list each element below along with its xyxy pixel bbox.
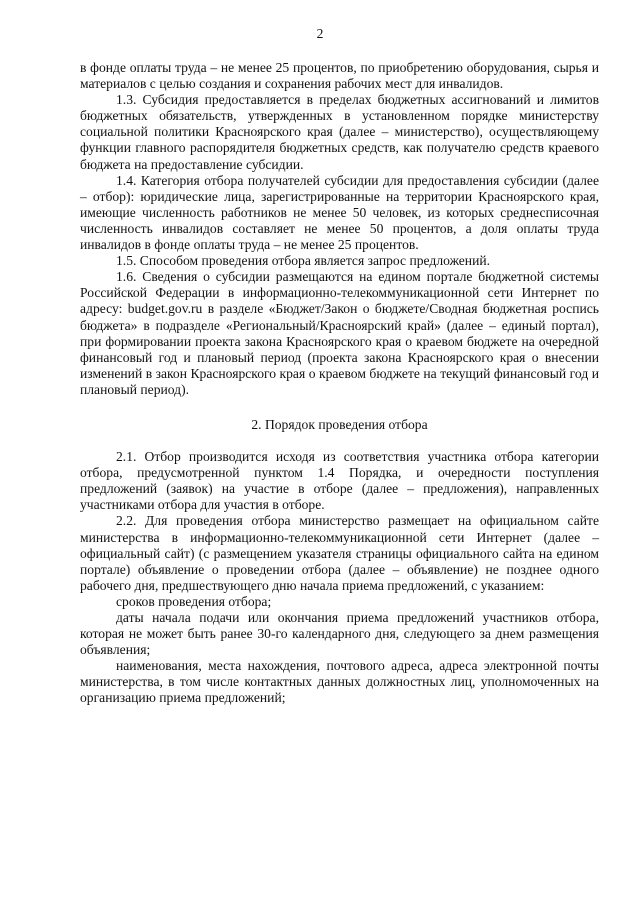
paragraph-continuation: в фонде оплаты труда – не менее 25 процентов, по приобретению оборудования, сырья и материалов с целью создания и сохранения рабочих мест для инвалидов. <box>80 60 599 92</box>
paragraph-1-5: 1.5. Способом проведения отбора является запрос предложений. <box>116 253 491 269</box>
list-item-deadlines: сроков проведения отбора; <box>116 593 272 609</box>
paragraph-1-6: 1.6. Сведения о субсидии размещаются на едином портале бюджетной системы Российской Федерации в информационно-телекоммуникационной сети Интернет по адресу: budget.gov.ru в разделе «Бюджет/Закон о бюджете/Сводная бюджетная роспись бюджета» в подразделе «Региональный/Красноярский край» (далее – единый портал), при формировании проекта закона Красноярского края о краевом бюджете на очередной финансовый год и плановый период (проекта закона Красноярского края о внесении изменений в закон Красноярского края о краевом бюджете на текущий финансовый год и плановый период). <box>80 269 599 397</box>
paragraph-1-4: 1.4. Категория отбора получателей субсидии для предоставления субсидии (далее – отбор): юридические лица, зарегистрированные на территории Красноярского края, имеющие численность работников не менее 50 человек, из которых среднесписочная численность инвалидов составляет не менее 50 процентов, а доля оплаты труда инвалидов в фонде оплаты труда – не менее 25 процентов. <box>80 172 599 253</box>
list-item-contacts: наименования, места нахождения, почтового адреса, адреса электронной почты министерства, в том числе контактных данных должностных лиц, уполномоченных на организацию приема предложений; <box>80 658 599 706</box>
page-number: 2 <box>316 26 324 41</box>
paragraph-2-2: 2.2. Для проведения отбора министерство размещает на официальном сайте министерства в информационно-телекоммуникационной сети Интернет (далее – официальный сайт) (с размещением указателя страницы официального сайта на едином портале) объявление о проведении отбора (далее – объявление) не позднее одного рабочего дня, предшествующего дню начала приема предложений, с указанием: <box>80 513 599 593</box>
section-heading: 2. Порядок проведения отбора <box>251 416 428 432</box>
list-item-dates: даты начала подачи или окончания приема предложений участников отбора, которая не может быть ранее 30-го календарного дня, следующего за днем размещения объявления; <box>80 610 599 658</box>
paragraph-2-1: 2.1. Отбор производится исходя из соответствия участника отбора категории отбора, предусмотренной пунктом 1.4 Порядка, и очередности поступления предложений (заявок) на участие в отборе (далее – предложения), направленных участниками отбора для участия в отборе. <box>80 449 599 513</box>
paragraph-1-3: 1.3. Субсидия предоставляется в пределах бюджетных ассигнований и лимитов бюджетных обязательств, утвержденных в установленном порядке министерству социальной политики Красноярского края (далее – министерство), осуществляющему функции главного распорядителя бюджетных средств, как получателю средств краевого бюджета на предоставление субсидии. <box>80 92 599 172</box>
document-body <box>80 60 599 707</box>
